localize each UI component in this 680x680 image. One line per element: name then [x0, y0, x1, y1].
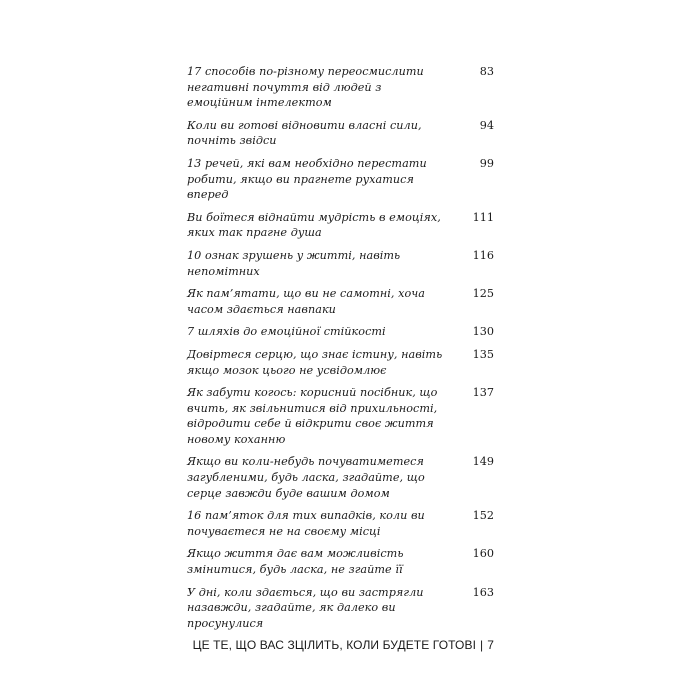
- toc-entry-page: 94: [479, 118, 494, 132]
- toc-entry-title: 10 ознак зрушень у житті, навіть непомітних: [187, 248, 401, 278]
- toc-entry-page: 160: [472, 547, 494, 561]
- toc-entry-title: Якщо життя дає вам можливість змінитися, будь ласка, не згайте її: [187, 547, 404, 577]
- toc-entry: [187, 385, 494, 447]
- running-footer-title: ЦЕ ТЕ, ЩО ВАС ЗЦІЛИТЬ, КОЛИ БУДЕТЕ ГОТОВІ: [192, 638, 476, 652]
- toc-entry-title: 17 способів по-різному переосмислити негативні почуття від людей з емоційним інтелектом: [187, 65, 424, 110]
- toc-entry: [187, 286, 494, 317]
- toc-entry-title: Як забути когось: корисний посібник, що вчить, як звільнитися від прихильності, відродити себе й відкрити своє життя новому коханню: [187, 386, 438, 446]
- toc-entry: [187, 546, 494, 577]
- toc-entry-title: Коли ви готові відновити власні сили, почніть звідси: [187, 118, 422, 148]
- toc-entry-page: 163: [472, 585, 494, 599]
- toc-entry-title: 7 шляхів до емоційної стійкості: [187, 325, 386, 339]
- toc-entry: [187, 324, 494, 340]
- toc-entry-title: Як пам’ятати, що ви не самотні, хоча часом здається навпаки: [187, 287, 425, 316]
- page-number: 7: [487, 638, 494, 652]
- toc-entry: [187, 248, 494, 279]
- toc-entry-page: 137: [472, 386, 494, 400]
- toc-entry: [187, 210, 494, 241]
- toc-entry-page: 125: [472, 287, 494, 301]
- table-of-contents: [187, 64, 494, 638]
- toc-entry-title: У дні, коли здається, що ви застрягли назавжди, згадайте, як далеко ви просунулися: [187, 585, 424, 630]
- toc-entry: [187, 585, 494, 632]
- toc-entry-title: Довіртеся серцю, що знає істину, навіть якщо мозок цього не усвідомлює: [187, 347, 443, 377]
- toc-entry-page: 152: [472, 509, 494, 523]
- running-footer: [193, 638, 494, 652]
- toc-entry-title: Ви боїтеся віднайти мудрість в емоціях, яких так прагне душа: [187, 210, 441, 240]
- toc-entry-title: 16 пам’яток для тих випадків, коли ви почуваєтеся не на своєму місці: [187, 509, 425, 538]
- toc-entry-page: 83: [479, 65, 494, 78]
- running-footer-separator: |: [480, 638, 484, 652]
- toc-entry: [187, 64, 494, 111]
- toc-entry: [187, 454, 494, 501]
- toc-entry-title: Якщо ви коли-небудь почуватиметеся загубленими, будь ласка, згадайте, що серце завжди буде вашим домом: [187, 455, 425, 500]
- toc-entry-page: 135: [472, 347, 494, 361]
- toc-entry-page: 130: [472, 325, 494, 339]
- toc-entry: [187, 508, 494, 539]
- toc-entry-page: 149: [472, 455, 494, 469]
- toc-entry: [187, 156, 494, 203]
- toc-entry-title: 13 речей, які вам необхідно перестати робити, якщо ви прагнете рухатися вперед: [187, 156, 427, 202]
- toc-entry: [187, 347, 494, 378]
- toc-entry-page: 99: [479, 156, 494, 170]
- toc-entry-page: 116: [472, 248, 494, 262]
- toc-entry: [187, 118, 494, 149]
- toc-entry-page: 111: [472, 210, 494, 224]
